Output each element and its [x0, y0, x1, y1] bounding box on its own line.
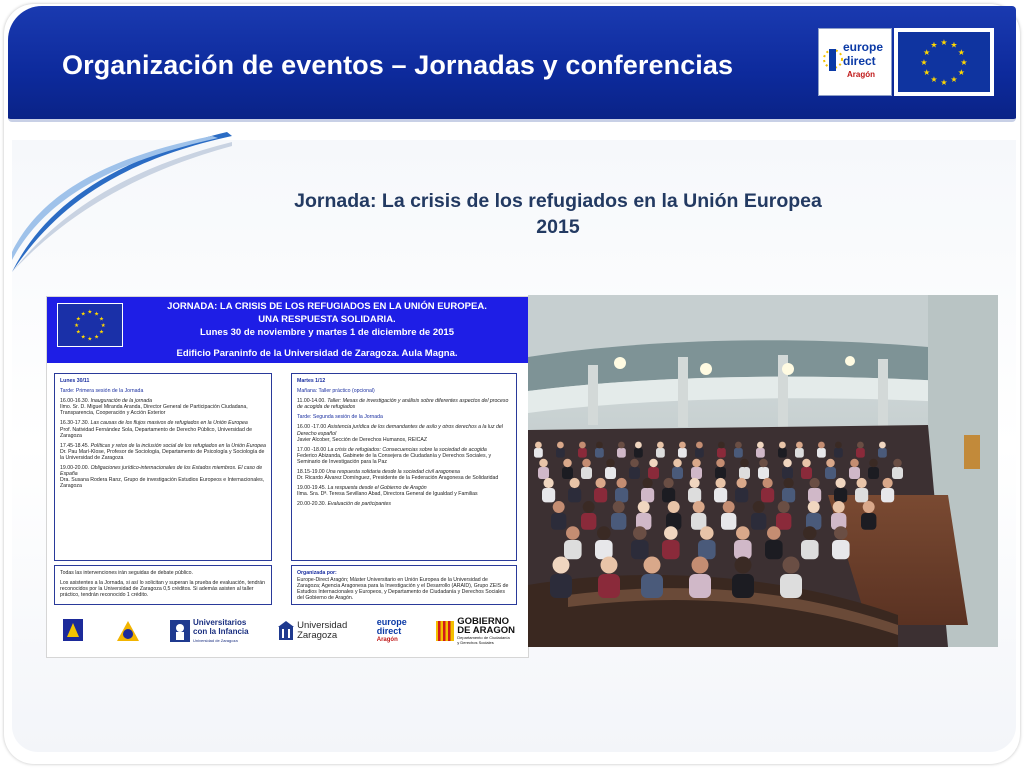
star-icon: ★ [100, 323, 106, 330]
audience-member [855, 488, 868, 502]
audience-member [689, 574, 711, 598]
day1-item: 16.00-16.30. Inauguración de la jornada Ilmo. Sr. D. Miguel Miranda Aranda, Director General de Participación Ciudadana, Transparencia, Cooperación y Acción Exterior [60, 398, 248, 417]
audience-member [714, 488, 727, 502]
audience-member [751, 513, 766, 530]
audience-head [796, 442, 803, 449]
day2-title: Martes 1/12 [297, 378, 326, 384]
audience-member [542, 488, 555, 502]
logo-text-infancia: con la Infancia [193, 626, 249, 636]
aragon-flag-icon [436, 621, 454, 641]
audience-member [765, 540, 783, 559]
audience-member [615, 488, 628, 502]
star-icon: ★ [99, 316, 105, 323]
audience-head [535, 442, 542, 449]
logo-direct-text: direct [843, 54, 876, 68]
star-icon: ★ [80, 334, 86, 341]
audience-member [605, 467, 616, 479]
audience-head [570, 478, 580, 488]
audience-member [662, 488, 675, 502]
star-icon: ★ [957, 67, 965, 77]
audience-head [808, 501, 820, 513]
audience-member [756, 448, 765, 458]
logo-text-europe-small: europe [376, 616, 407, 627]
audience-member [834, 448, 843, 458]
audience-head [544, 478, 554, 488]
slide-subtitle [200, 188, 916, 240]
audience-head [716, 478, 726, 488]
star-icon: ★ [950, 75, 958, 85]
star-icon: ★ [923, 47, 931, 57]
audience-head [582, 459, 591, 468]
audience-head [673, 459, 682, 468]
audience-member [595, 540, 613, 559]
audience-member [735, 488, 748, 502]
zeis-logo-icon [61, 617, 85, 645]
audience-head [601, 557, 618, 574]
audience-member [656, 448, 665, 458]
audience-head [850, 459, 859, 468]
audience-head [863, 501, 875, 513]
audience-member [629, 467, 640, 479]
audience-member [782, 488, 795, 502]
audience-head [643, 478, 653, 488]
logo-aragon-text: Aragón [847, 70, 875, 79]
audience-head [664, 478, 674, 488]
logo-text-direct-small: direct [376, 625, 402, 636]
audience-member [832, 540, 850, 559]
audience-member [734, 448, 743, 458]
logo-text-de-aragon: DE ARAGON [457, 625, 515, 636]
audience-member [634, 448, 643, 458]
subtitle-line-1: Jornada: La crisis de los refugiados en la Unión Europea [294, 190, 822, 212]
audience-head [763, 478, 773, 488]
audience-member [856, 448, 865, 458]
audience-head [883, 478, 893, 488]
audience-member [641, 574, 663, 598]
poster-day2-box [291, 373, 517, 561]
audience-head [563, 459, 572, 468]
day2-afternoon-item: 19.00-19.45. La respuesta desde el Gobierno de Aragón Ilma. Sra. Dª. Teresa Sevillano Abad, Directora General de Igualdad y Familias [297, 485, 478, 498]
audience-member [564, 540, 582, 559]
audience-head [757, 442, 764, 449]
audience-member [717, 448, 726, 458]
audience-head [718, 442, 725, 449]
audience-head [759, 459, 768, 468]
audience-member [648, 467, 659, 479]
audience-head [818, 442, 825, 449]
audience-head [723, 501, 735, 513]
auditorium-photo [528, 295, 998, 647]
audience-member [808, 488, 821, 502]
audience-head [735, 442, 742, 449]
audience-member [801, 467, 812, 479]
note-line-1: Todas las intervenciones irán seguidas de debate público. [60, 570, 193, 576]
star-icon: ★ [87, 336, 93, 343]
audience-head [716, 459, 725, 468]
audience-head [664, 526, 678, 540]
audience-head [657, 442, 664, 449]
europe-direct-small-logo [377, 618, 407, 645]
audience-member [562, 467, 573, 479]
poster-organizers-box [291, 565, 517, 605]
audience-member [568, 488, 581, 502]
audience-head [833, 501, 845, 513]
audience-head [679, 442, 686, 449]
audience-head [835, 442, 842, 449]
logo-text-universitarios: Universitarios [193, 617, 247, 627]
audience-member [782, 467, 793, 479]
audience-member [578, 448, 587, 458]
audience-member [892, 467, 903, 479]
logo-text-aragon-small: Aragón [376, 636, 398, 643]
audience-head [635, 442, 642, 449]
audience-head [617, 478, 627, 488]
audience-member [594, 488, 607, 502]
audience-member [691, 467, 702, 479]
star-icon: ★ [87, 309, 93, 316]
audience-head [778, 501, 790, 513]
poster-title-1: JORNADA: LA CRISIS DE LOS REFUGIADOS EN LA UNIÓN EUROPEA. [167, 301, 487, 312]
audience-member [662, 540, 680, 559]
poster-dates: Lunes 30 de noviembre y martes 1 de diciembre de 2015 [200, 327, 454, 338]
audience-head [869, 459, 878, 468]
master-ue-logo-icon [115, 619, 141, 643]
poster-venue: Edificio Paraninfo de la Universidad de Zaragoza. Aula Magna. [176, 348, 458, 359]
audience-member [734, 540, 752, 559]
star-icon: ★ [957, 47, 965, 57]
audience-head [893, 459, 902, 468]
audience-member [868, 467, 879, 479]
audience-head [783, 459, 792, 468]
logo-text-unizar-small: Universidad de Zaragoza [193, 637, 238, 643]
audience-member [581, 467, 592, 479]
day1-item: 19.00-20.00. Obligaciones jurídico-internacionales de los Estados miembros. El caso de España Dra. Susana Rodera Ranz, Grupo de investigación Estudios Europeos e Internacionales, Zaragoza [60, 465, 265, 490]
decorative-swoosh [12, 132, 232, 272]
audience-member [534, 448, 543, 458]
day1-title: Lunes 30/11 [60, 378, 90, 384]
audience-member [834, 488, 847, 502]
audience-head [826, 459, 835, 468]
audience-head [692, 459, 701, 468]
universitarios-logo [170, 618, 249, 645]
audience-head [596, 478, 606, 488]
star-icon: ★ [930, 75, 938, 85]
audience-head [834, 526, 848, 540]
poster-logos-row [53, 611, 523, 651]
event-poster [46, 296, 529, 658]
audience-head [737, 478, 747, 488]
audience-head [553, 557, 570, 574]
audience-member [556, 448, 565, 458]
audience-member [776, 513, 791, 530]
poster-note-box [54, 565, 272, 605]
universidad-zaragoza-logo [278, 620, 347, 642]
audience-member [611, 513, 626, 530]
audience-head [783, 557, 800, 574]
audience-head [779, 442, 786, 449]
day1-item: 17.45-18.45. Políticas y retos de la inclusión social de los refugiados en la Unión Europea Dr. Pau Marí-Klose, Profesor de Sociología, Departamento de Psicología y Sociología de la Universidad de Zaragoza [60, 442, 266, 461]
audience-member [695, 448, 704, 458]
audience-head [753, 501, 765, 513]
day2-afternoon-item: 17.00 -18.00 La crisis de refugiados: Consecuencias sobre la sociedad de acogida Federico Abizanda, Gabinete de la Consejera de Ciudadanía y Derechos Sociales, y Seminario de Investigación para la Paz [297, 446, 492, 465]
star-icon: ★ [74, 323, 80, 330]
star-icon: ★ [923, 67, 931, 77]
audience-member [780, 574, 802, 598]
star-icon: ★ [960, 57, 968, 67]
audience-member [795, 448, 804, 458]
audience-head [740, 459, 749, 468]
audience-member [631, 540, 649, 559]
poster-title-2: UNA RESPUESTA SOLIDARIA. [258, 314, 396, 325]
audience-member [678, 448, 687, 458]
audience-head [879, 442, 886, 449]
day1-item: 16.30-17.30. Las causas de los flujos masivos de refugiados en la Unión Europea Prof. Natividad Fernández Sola, Departamento de Derecho Público, Universidad de Zaragoza [60, 420, 253, 439]
audience-head [767, 526, 781, 540]
audience-member [721, 513, 736, 530]
audience-head [596, 442, 603, 449]
audience-member [732, 574, 754, 598]
audience-member [778, 448, 787, 458]
audience-head [630, 459, 639, 468]
audience-member [595, 448, 604, 458]
organizers-title: Organizada por: [297, 570, 337, 576]
day2-afternoon-item: 18.15-19.00 Una respuesta solidaria desde la sociedad civil aragonesa Dr. Ricardo Álvarez Domínguez, Presidente de la Federación Aragonesa de Solidaridad [297, 469, 499, 482]
audience-member [758, 467, 769, 479]
audience-head [649, 459, 658, 468]
audience-member [698, 540, 716, 559]
audience-head [700, 526, 714, 540]
slide-title: Organización de eventos – Jornadas y conferencias [62, 50, 734, 80]
audience-head [579, 442, 586, 449]
audience-head [633, 526, 647, 540]
audience-member [817, 448, 826, 458]
day2-morning-item: 11.00-14.00. Taller: Mesas de investigación y análisis sobre diferentes aspectos del proceso de acogida de refugiados [297, 398, 509, 411]
eu-flag-logo [894, 28, 994, 96]
audience-head [803, 526, 817, 540]
audience-member [825, 467, 836, 479]
star-icon: ★ [75, 329, 81, 336]
audience-head [857, 478, 867, 488]
star-icon: ★ [940, 77, 948, 87]
audience-head [810, 478, 820, 488]
subtitle-line-2: 2015 [536, 216, 580, 238]
audience-member [550, 574, 572, 598]
organizers-text: Europe-Direct Aragón; Máster Universitario en Unión Europea de la Universidad de Zaragoza; Agencia Aragonesa para la Investigación y el Desarrollo (ARAID), Grupo ZEIS de Estudios Internacionales y Europeos, y Departamento de Ciudadanía y Derechos Sociales del Gobierno de Aragón. [297, 577, 509, 602]
star-icon: ★ [940, 37, 948, 47]
star-icon: ★ [920, 57, 928, 67]
audience-member [598, 574, 620, 598]
audience-member [761, 488, 774, 502]
university-building-icon [278, 620, 294, 642]
audience-head [857, 442, 864, 449]
audience-head [557, 442, 564, 449]
audience-member [801, 540, 819, 559]
audience-head [696, 442, 703, 449]
audience-head [692, 557, 709, 574]
logo-text-derechos-sociales: y Derechos Sociales [457, 640, 494, 645]
poster-eu-flag-icon [57, 303, 123, 347]
audience-member [617, 448, 626, 458]
audience-head [539, 459, 548, 468]
audience-member [641, 488, 654, 502]
audience-member [881, 488, 894, 502]
audience-head [836, 478, 846, 488]
poster-day1-box [54, 373, 272, 561]
audience-head [644, 557, 661, 574]
audience-member [849, 467, 860, 479]
star-icon: ★ [80, 311, 86, 318]
logo-text-universidad: Universidad [297, 620, 348, 631]
audience-head [597, 526, 611, 540]
audience-member [551, 513, 566, 530]
audience-member [878, 448, 887, 458]
day2-afternoon-item: 20.00-20.30. Evaluación de participantes [297, 501, 392, 508]
logo-text-departamento: Departamento de Ciudadanía [457, 635, 510, 640]
audience-head [802, 459, 811, 468]
audience-head [606, 459, 615, 468]
audience-member [861, 513, 876, 530]
audience-head [736, 526, 750, 540]
audience-head [613, 501, 625, 513]
audience-head [668, 501, 680, 513]
audience-head [690, 478, 700, 488]
audience-head [784, 478, 794, 488]
star-icon: ★ [94, 334, 100, 341]
note-line-2: Los asistentes a la Jornada, si así lo solicitan y superan la prueba de evaluación, tendrán reconocidos por la Universidad de Zaragoza 0,5 créditos. Si además asisten al taller práctico, tendrán reconocido 1 crédito. [60, 580, 266, 599]
star-icon: ★ [94, 311, 100, 318]
day2-session2: Tarde: Segunda sesión de la Jornada [297, 414, 383, 421]
audience-member [581, 513, 596, 530]
poster-header [47, 297, 528, 363]
logo-text-zaragoza: Zaragoza [297, 630, 338, 641]
children-icon [170, 620, 190, 642]
audience-head [553, 501, 565, 513]
audience-member [715, 467, 726, 479]
star-icon: ★ [75, 316, 81, 323]
logo-text-gobierno: GOBIERNO [457, 616, 509, 627]
star-icon: ★ [930, 40, 938, 50]
audience-member [672, 467, 683, 479]
audience-head [618, 442, 625, 449]
gobierno-aragon-logo [436, 617, 515, 645]
star-icon: ★ [950, 40, 958, 50]
audience-member [688, 488, 701, 502]
europe-direct-logo [818, 28, 892, 96]
logo-europe-text: europe [843, 40, 884, 54]
audience-head [693, 501, 705, 513]
star-icon: ★ [99, 329, 105, 336]
day1-session: Tarde: Primera sesión de la Jornada [60, 388, 144, 395]
audience-head [583, 501, 595, 513]
audience-head [566, 526, 580, 540]
audience-member [739, 467, 750, 479]
day2-afternoon-item: 16.00 -17.00 Asistencia jurídica de los demandantes de asilo y otros derechos a la luz del Derecho español Javier Alcober, Sección de Derechos Humanos, REICAZ [297, 424, 503, 443]
audience-head [638, 501, 650, 513]
audience-member [538, 467, 549, 479]
audience-head [735, 557, 752, 574]
day2-session1: Mañana: Taller práctico (opcional) [297, 388, 375, 395]
